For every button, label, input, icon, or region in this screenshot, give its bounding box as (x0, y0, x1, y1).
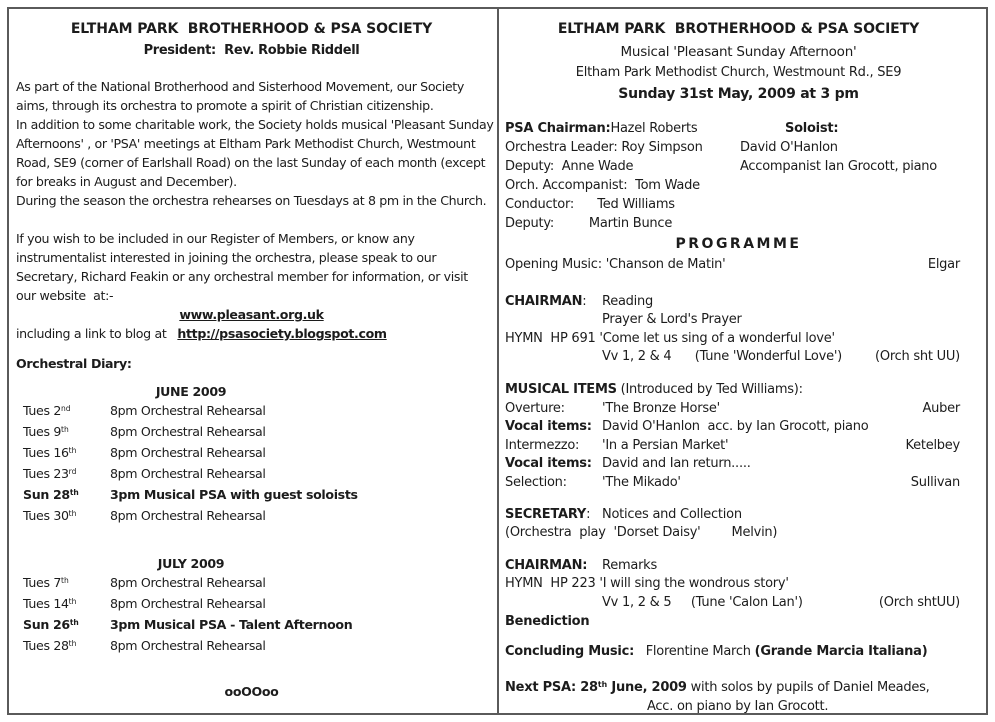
text-segment: Concluding Music: (505, 644, 635, 660)
programme-line (505, 311, 960, 330)
text-segment: (Grande Marcia Italiana) (754, 644, 928, 660)
text-segment: SECRETARY (505, 506, 587, 522)
diary-day: Sun 28th (23, 487, 79, 502)
programme-line (505, 575, 960, 594)
officer-line (740, 120, 937, 139)
text-segment: HYMN HP 691 'Come let us sing of a wonderful love' (505, 330, 835, 346)
programme-line (505, 643, 960, 662)
officers-right-column (740, 120, 937, 177)
programme-list (499, 254, 986, 717)
text-segment: Prayer & Lord's Prayer (602, 312, 742, 328)
text-segment: Notices and Collection (602, 506, 742, 522)
programme-detail (602, 594, 803, 613)
diary-month (23, 382, 487, 527)
text-segment: MUSICAL ITEMS (505, 381, 617, 397)
text-segment: Overture: (505, 400, 565, 416)
programme-detail (602, 455, 751, 474)
ordinal-suffix: th (68, 639, 77, 649)
diary-row (23, 594, 487, 615)
event-datetime: Sunday 31st May, 2009 at 3 pm (618, 86, 859, 102)
text-segment: HYMN HP 223 'I will sing the wondrous story' (505, 576, 789, 592)
programme-line (505, 381, 960, 400)
programme-line (505, 256, 960, 275)
programme-line (505, 594, 960, 613)
blog-line (16, 324, 487, 343)
text-segment: David and Ian return..... (602, 456, 751, 472)
month-heading: JUNE 2009 (155, 384, 227, 399)
programme-line (505, 613, 960, 632)
composer-credit: Auber (922, 400, 960, 416)
programme-line (505, 330, 960, 349)
composer-credit: (Orch sht UU) (875, 349, 960, 365)
diary-row (23, 636, 487, 657)
right-page (499, 9, 986, 713)
programme-line (505, 400, 960, 419)
left-page (9, 9, 499, 713)
orchestral-diary-heading: Orchestral Diary: (16, 356, 132, 371)
programme-detail (602, 474, 681, 493)
composer-credit: Sullivan (910, 474, 960, 490)
officer-line (740, 158, 937, 177)
text-segment: Accompanist Ian Grocott, piano (740, 159, 937, 174)
diary-day: Tues 14th (23, 596, 77, 611)
programme-heading: PROGRAMME (675, 236, 802, 252)
ordinal-suffix: th (69, 618, 79, 628)
diary-day: Tues 28th (23, 638, 77, 653)
text-segment: with solos by pupils of Daniel Meades, (686, 679, 930, 695)
register-paragraph (16, 229, 487, 305)
diary-event: 8pm Orchestral Rehearsal (110, 575, 266, 590)
text-segment: th (597, 679, 608, 689)
programme-detail (602, 293, 653, 312)
diary-day: Tues 2nd (23, 403, 71, 418)
programme-line (505, 293, 960, 312)
diary-event: 3pm Musical PSA - Talent Afternoon (110, 617, 353, 632)
text-segment: Remarks (602, 557, 657, 573)
programme-line (505, 524, 960, 543)
officer-line (505, 215, 972, 234)
event-subtitle: Musical 'Pleasant Sunday Afternoon' (620, 44, 857, 60)
ordinal-suffix: rd (68, 467, 77, 477)
ordinal-suffix: th (69, 488, 79, 498)
paragraph-line: instrumentalist interested in joining the orchestra, please speak to our (16, 250, 437, 265)
paragraph-line: our website at:- (16, 288, 114, 303)
programme-line (505, 698, 960, 717)
text-segment: Orchestra Leader: Roy Simpson (505, 140, 703, 155)
text-segment: : (586, 506, 591, 522)
intro-paragraph (16, 77, 494, 210)
venue-line: Eltham Park Methodist Church, Westmount Rd., SE9 (575, 65, 902, 80)
programme-line (505, 474, 960, 493)
programme-detail (602, 506, 742, 525)
text-segment: CHAIRMAN: (505, 557, 588, 573)
text-segment: (Orchestra play 'Dorset Daisy' Melvin) (505, 525, 778, 541)
programme-line (505, 679, 960, 699)
paragraph-line: Secretary, Richard Feakin or any orchestral member for information, or visit (16, 269, 468, 284)
paragraph-line: Road, SE9 (corner of Earlshall Road) on the last Sunday of each month (except (16, 155, 486, 170)
president-line: President: Rev. Robbie Riddell (143, 43, 360, 58)
blog-url: http://psasociety.blogspot.com (177, 326, 387, 341)
diary-row (23, 464, 487, 485)
diary-row (23, 422, 487, 443)
programme-detail (602, 437, 728, 456)
text-segment: David O'Hanlon acc. by Ian Grocott, piano (602, 419, 869, 435)
diary-event: 8pm Orchestral Rehearsal (110, 508, 266, 523)
programme-line (505, 437, 960, 456)
text-segment: Conductor: Ted Williams (505, 197, 675, 212)
diary-event: 8pm Orchestral Rehearsal (110, 424, 266, 439)
right-page-header (499, 18, 986, 254)
programme-detail (602, 400, 720, 419)
diary-row (23, 506, 487, 527)
programme-line (505, 418, 960, 437)
paragraph-line: If you wish to be included in our Register of Members, or know any (16, 231, 415, 246)
programme-line (505, 557, 960, 576)
programme-line (505, 348, 960, 367)
programme-detail (602, 418, 868, 437)
text-segment: Selection: (505, 474, 567, 490)
text-segment: June, 2009 (607, 679, 687, 695)
text-segment: Opening Music: 'Chanson de Matin' (505, 257, 726, 272)
diary-day: Tues 16th (23, 445, 77, 460)
diary-day: Sun 26th (23, 617, 79, 632)
text-segment: 'In a Persian Market' (602, 437, 729, 453)
officers-block (505, 120, 972, 234)
orchestral-diary (16, 382, 487, 657)
text-segment: Florentine March (634, 644, 755, 660)
text-segment: CHAIRMAN (505, 293, 583, 309)
blog-prefix: including a link to blog at (16, 326, 178, 341)
diary-event: 3pm Musical PSA with guest soloists (110, 487, 358, 502)
diary-event: 8pm Orchestral Rehearsal (110, 596, 266, 611)
text-segment: Orch. Accompanist: Tom Wade (505, 178, 700, 193)
diary-event: 8pm Orchestral Rehearsal (110, 403, 266, 418)
programme-detail (602, 348, 842, 367)
diary-month (23, 554, 487, 657)
month-heading: JULY 2009 (157, 556, 225, 571)
diary-day: Tues 7th (23, 575, 69, 590)
composer-credit: Elgar (927, 257, 960, 272)
text-segment: 'The Mikado' (602, 474, 681, 490)
diary-day: Tues 30th (23, 508, 77, 523)
programme-detail (602, 311, 742, 330)
text-segment: David O'Hanlon (740, 140, 838, 155)
diary-day: Tues 9th (23, 424, 69, 439)
diary-row (23, 485, 487, 506)
text-segment: Vv 1, 2 & 5 (Tune 'Calon Lan') (602, 594, 803, 610)
text-segment: Hazel Roberts (610, 121, 698, 136)
text-segment: Reading (602, 293, 654, 309)
paragraph-line: for breaks in August and December). (16, 174, 237, 189)
programme-leaflet (7, 7, 988, 715)
ordinal-suffix: th (68, 597, 77, 607)
paragraph-line: In addition to some charitable work, the Society holds musical 'Pleasant Sunday (16, 117, 494, 132)
diary-event: 8pm Orchestral Rehearsal (110, 445, 266, 460)
text-segment: Acc. on piano by Ian Grocott. (647, 699, 829, 715)
text-segment: (Introduced by Ted Williams): (616, 381, 803, 397)
text-segment: Next PSA: 28 (505, 679, 598, 695)
diary-row (23, 443, 487, 464)
text-segment: Vocal items: (505, 419, 592, 435)
text-segment: Deputy: Anne Wade (505, 159, 634, 174)
ornament: ooOOoo (224, 684, 279, 699)
ordinal-suffix: th (68, 509, 77, 519)
text-segment: Vocal items: (505, 456, 592, 472)
paragraph-line: Afternoons' , or 'PSA' meetings at Eltham Park Methodist Church, Westmount (16, 136, 476, 151)
society-title-right: ELTHAM PARK BROTHERHOOD & PSA SOCIETY (557, 21, 920, 37)
diary-row (23, 615, 487, 636)
text-segment: Vv 1, 2 & 4 (Tune 'Wonderful Love') (602, 349, 842, 365)
diary-row (23, 573, 487, 594)
officer-line (505, 177, 972, 196)
paragraph-line: aims, through its orchestra to promote a spirit of Christian citizenship. (16, 98, 434, 113)
ordinal-suffix: th (61, 425, 69, 435)
programme-detail (602, 557, 657, 576)
paragraph-line: During the season the orchestra rehearses on Tuesdays at 8 pm in the Church. (16, 193, 487, 208)
text-segment: PSA Chairman: (505, 121, 611, 136)
diary-row (23, 401, 487, 422)
text-segment: Benediction (505, 613, 590, 629)
text-segment: Soloist: (785, 121, 839, 136)
officer-line (740, 139, 937, 158)
text-segment: Deputy: Martin Bunce (505, 216, 673, 231)
diary-event: 8pm Orchestral Rehearsal (110, 466, 266, 481)
diary-event: 8pm Orchestral Rehearsal (110, 638, 266, 653)
website-url: www.pleasant.org.uk (179, 307, 324, 322)
text-segment: 'The Bronze Horse' (602, 400, 720, 416)
programme-line (505, 506, 960, 525)
officer-line (505, 196, 972, 215)
ordinal-suffix: nd (61, 404, 71, 414)
society-title-left: ELTHAM PARK BROTHERHOOD & PSA SOCIETY (70, 21, 433, 37)
programme-line (505, 455, 960, 474)
paragraph-line: As part of the National Brotherhood and Sisterhood Movement, our Society (16, 79, 464, 94)
ordinal-suffix: th (61, 576, 69, 586)
diary-day: Tues 23rd (23, 466, 77, 481)
text-segment: Intermezzo: (505, 437, 580, 453)
ordinal-suffix: th (68, 446, 77, 456)
text-segment: : (582, 293, 587, 309)
composer-credit: Ketelbey (905, 437, 960, 453)
composer-credit: (Orch shtUU) (878, 594, 960, 610)
